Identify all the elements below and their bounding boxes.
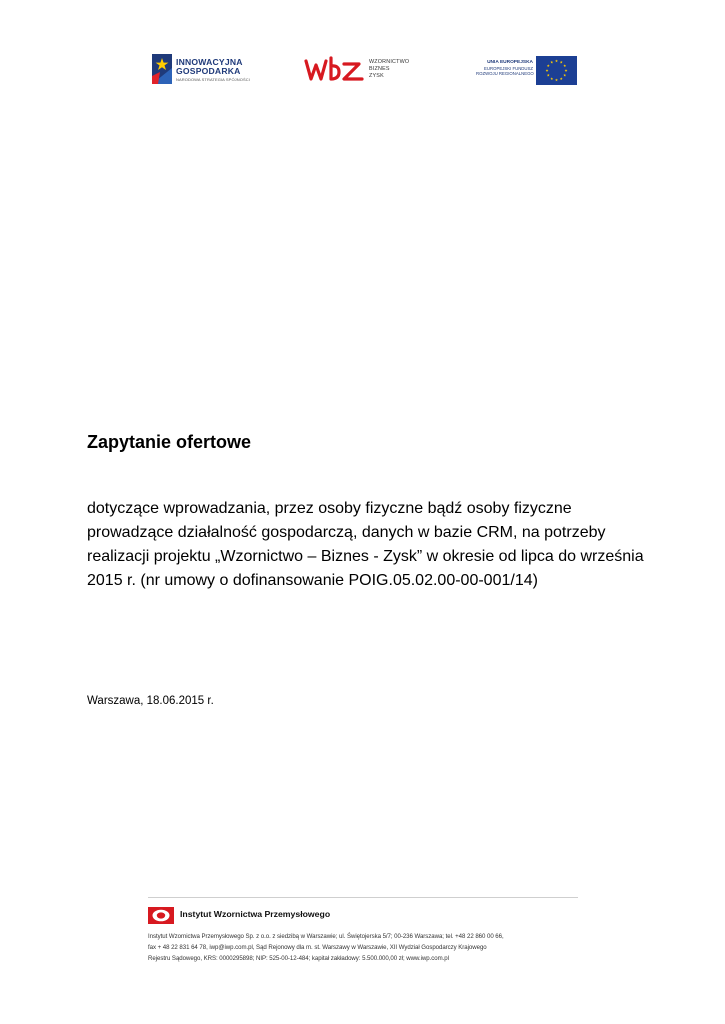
wbz-line2: BIZNES	[369, 66, 390, 72]
wbz-line3: ZYSK	[369, 73, 384, 79]
wbz-line1: WZORNICTWO	[369, 59, 410, 65]
wbz-mark-icon	[304, 55, 366, 83]
footer-divider	[148, 897, 578, 898]
footer-institute-name: Instytut Wzornictwa Przemysłowego	[180, 909, 331, 919]
wzornictwo-biznes-zysk-logo	[304, 52, 424, 86]
eu-line3: ROZWOJU REGIONALNEGO	[476, 71, 534, 77]
innovative-economy-star-icon	[152, 54, 172, 84]
iwp-logo-icon	[148, 907, 174, 924]
european-union-logo	[476, 55, 580, 87]
eu-text	[476, 60, 533, 77]
logo-ig-line1: INNOWACYJNA	[176, 57, 243, 67]
footer-info-line: Rejestru Sądowego, KRS: 0000295898; NIP: 525-00-12-484; kapitał zakładowy: 5.500.000,00 zł; www.iwp.com.pl	[148, 955, 449, 962]
wbz-text	[369, 59, 409, 80]
footer-company-info	[148, 931, 578, 964]
logo-ig-tagline: NARODOWA STRATEGIA SPÓJNOŚCI	[176, 77, 250, 82]
footer-info-line: Instytut Wzornictwa Przemysłowego Sp. z o.o. z siedzibą w Warszawie; ul. Świętojerska 5/7; 00-236 Warszawa; tel. +48 22 860 00 66,	[148, 933, 504, 940]
logo-ig-line2: GOSPODARKA	[176, 66, 241, 76]
document-title: Zapytanie ofertowe	[87, 432, 252, 452]
innovative-economy-logo	[152, 52, 262, 86]
eu-line2: EUROPEJSKI FUNDUSZ	[484, 65, 533, 71]
eu-flag-icon	[536, 56, 577, 85]
eu-line1: UNIA EUROPEJSKA	[487, 60, 533, 65]
document-date: Warszawa, 18.06.2015 r.	[87, 695, 214, 707]
document-description: dotyczące wprowadzania, przez osoby fizyczne bądź osoby fizyczne prowadzące działalność gospodarczą, danych w bazie CRM, na potrzeby realizacji projektu „Wzornictwo – Biznes - Zysk” w okresie od lipca do września 2015 r. (nr umowy o dofinansowanie POIG.05.02.00-00-001/14)	[87, 500, 644, 589]
footer-info-line: fax + 48 22 831 64 78, iwp@iwp.com.pl, Sąd Rejonowy dla m. st. Warszawy w Warszawie, XII Wydział Gospodarczy Krajowego	[148, 944, 487, 951]
